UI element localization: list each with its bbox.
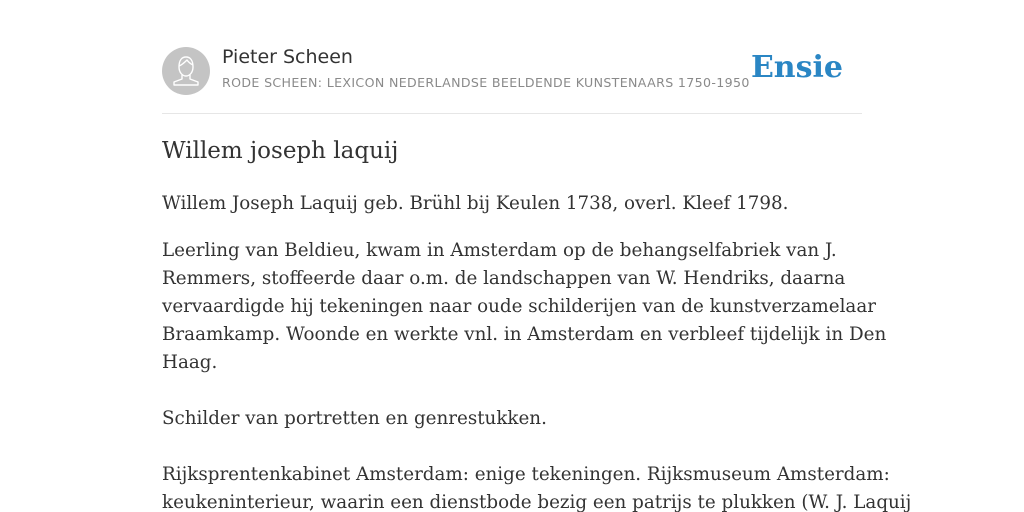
article-title: Willem joseph laquij — [162, 138, 399, 164]
text-line: keukeninterieur, waarin een dienstbode bezig een patrijs te plukken (W. J. Laquij — [162, 492, 912, 512]
paragraph-biography — [162, 190, 862, 218]
brand-logo[interactable]: Ensie — [750, 50, 843, 85]
paragraph-genre — [162, 405, 862, 433]
header-divider — [162, 113, 862, 114]
author-name[interactable]: Pieter Scheen — [222, 46, 353, 68]
user-silhouette-icon — [162, 47, 210, 95]
text-line: Braamkamp. Woonde en werkte vnl. in Amsterdam en verbleef tijdelijk in Den — [162, 324, 887, 345]
article-header — [162, 46, 862, 96]
text-line: Rijksprentenkabinet Amsterdam: enige tekeningen. Rijksmuseum Amsterdam: — [162, 464, 890, 485]
text-line: vervaardigde hij tekeningen naar oude schilderijen van de kunstverzamelaar — [162, 296, 876, 317]
text-line: Leerling van Beldieu, kwam in Amsterdam op de behangselfabriek van J. — [162, 240, 837, 261]
article-body — [162, 190, 912, 512]
text-line: Haag. — [162, 352, 218, 373]
text-line: Schilder van portretten en genrestukken. — [162, 408, 547, 429]
paragraph-career — [162, 237, 887, 377]
text-line: Remmers, stoffeerde daar o.m. de landschappen van W. Hendriks, daarna — [162, 268, 846, 289]
paragraph-collections — [162, 461, 912, 512]
text-line: Willem Joseph Laquij geb. Brühl bij Keulen 1738, overl. Kleef 1798. — [162, 193, 789, 214]
source-title[interactable]: RODE SCHEEN: LEXICON NEDERLANDSE BEELDENDE KUNSTENAARS 1750-1950 — [222, 75, 750, 90]
author-avatar[interactable] — [162, 47, 210, 95]
